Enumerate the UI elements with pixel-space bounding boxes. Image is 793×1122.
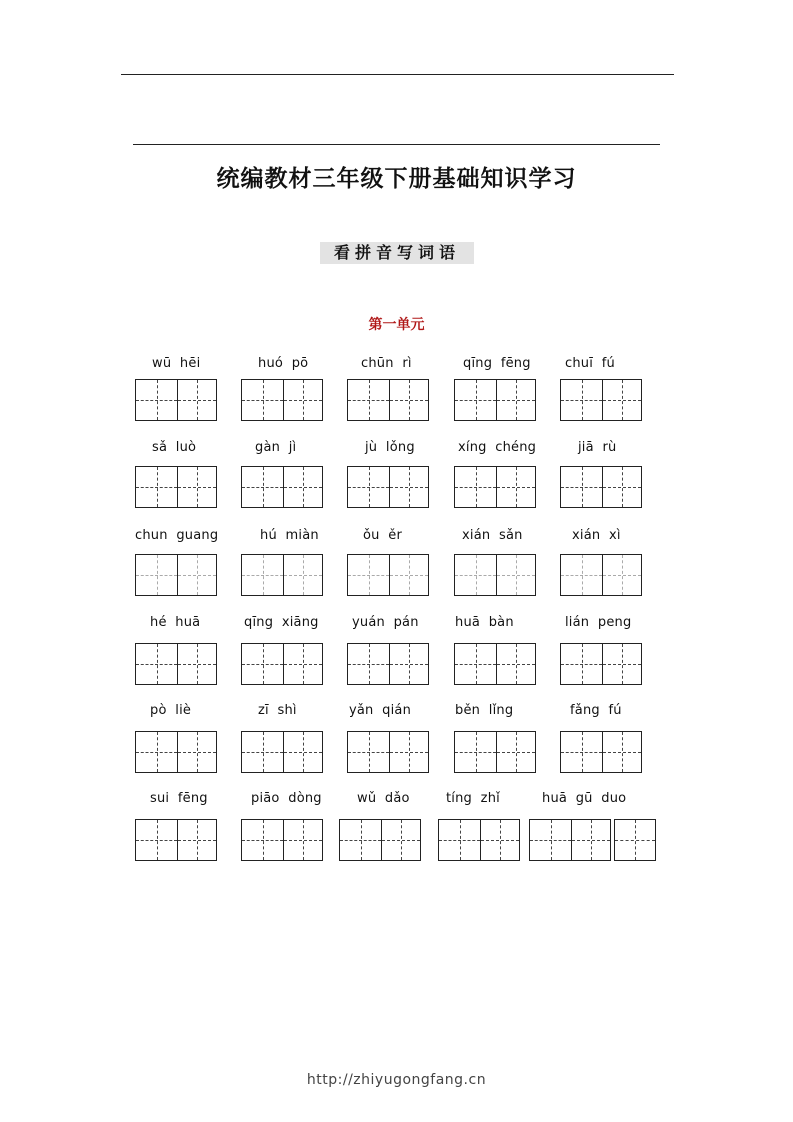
writing-grid[interactable] [241,554,323,596]
writing-grid[interactable] [347,554,429,596]
pinyin-label: yuán pán [352,615,419,630]
writing-grid[interactable] [241,819,323,861]
pinyin-label: chun guang [135,528,219,543]
top-rule [121,74,674,75]
pinyin-label: chūn rì [361,356,412,371]
pinyin-label: yǎn qián [349,703,412,718]
document-title: 统编教材三年级下册基础知识学习 [216,166,577,192]
writing-grid[interactable] [241,466,323,508]
writing-grid[interactable] [454,466,536,508]
writing-grid[interactable] [529,819,611,861]
writing-grid[interactable] [560,643,642,685]
pinyin-label: gàn jì [255,440,297,455]
unit-heading: 第一单元 [368,317,425,333]
pinyin-label: xíng chéng [458,440,537,455]
pinyin-label: qīng xiāng [244,615,319,630]
writing-grid[interactable] [135,643,217,685]
pinyin-label: qīng fēng [463,356,531,371]
pinyin-label: tíng zhǐ [446,791,500,806]
writing-grid[interactable] [454,643,536,685]
section-heading: 看拼音写词语 [320,242,474,264]
footer-url: http://zhiyugongfang.cn [306,1072,487,1088]
writing-grid[interactable] [438,819,520,861]
pinyin-label: wǔ dǎo [357,791,410,806]
pinyin-label: xián xì [572,528,621,543]
pinyin-label: xián sǎn [462,528,523,543]
pinyin-label: piāo dòng [251,791,322,806]
pinyin-label: běn lǐng [455,703,514,718]
writing-grid[interactable] [339,819,421,861]
pinyin-label: jù lǒng [365,440,415,455]
pinyin-label: zī shì [258,703,297,718]
pinyin-label: chuī fú [565,356,615,371]
writing-grid[interactable] [454,379,536,421]
writing-grid[interactable] [347,379,429,421]
pinyin-label: hú miàn [260,528,319,543]
pinyin-label: pò liè [150,703,192,718]
pinyin-label: sǎ luò [152,440,197,455]
writing-grid[interactable] [135,819,217,861]
writing-grid[interactable] [347,643,429,685]
writing-grid[interactable] [560,731,642,773]
pinyin-label: huā gū duo [542,791,627,806]
pinyin-label: jiā rù [578,440,617,455]
pinyin-label: ǒu ěr [363,528,403,543]
writing-grid[interactable] [135,466,217,508]
writing-grid[interactable] [560,554,642,596]
writing-grid[interactable] [560,466,642,508]
writing-grid[interactable] [135,731,217,773]
writing-grid[interactable] [347,466,429,508]
pinyin-label: huó pō [258,356,309,371]
pinyin-label: huā bàn [455,615,514,630]
title-rule [133,144,660,145]
pinyin-label: hé huā [150,615,201,630]
writing-grid[interactable] [241,643,323,685]
writing-grid[interactable] [241,731,323,773]
writing-grid[interactable] [135,554,217,596]
writing-grid[interactable] [454,554,536,596]
writing-grid[interactable] [560,379,642,421]
writing-grid[interactable] [347,731,429,773]
writing-grid[interactable] [241,379,323,421]
writing-grid-extra[interactable] [614,819,656,861]
pinyin-label: fǎng fú [570,703,622,718]
writing-grid[interactable] [454,731,536,773]
pinyin-label: lián peng [565,615,632,630]
pinyin-label: wū hēi [152,356,201,371]
pinyin-label: sui fēng [150,791,208,806]
writing-grid[interactable] [135,379,217,421]
